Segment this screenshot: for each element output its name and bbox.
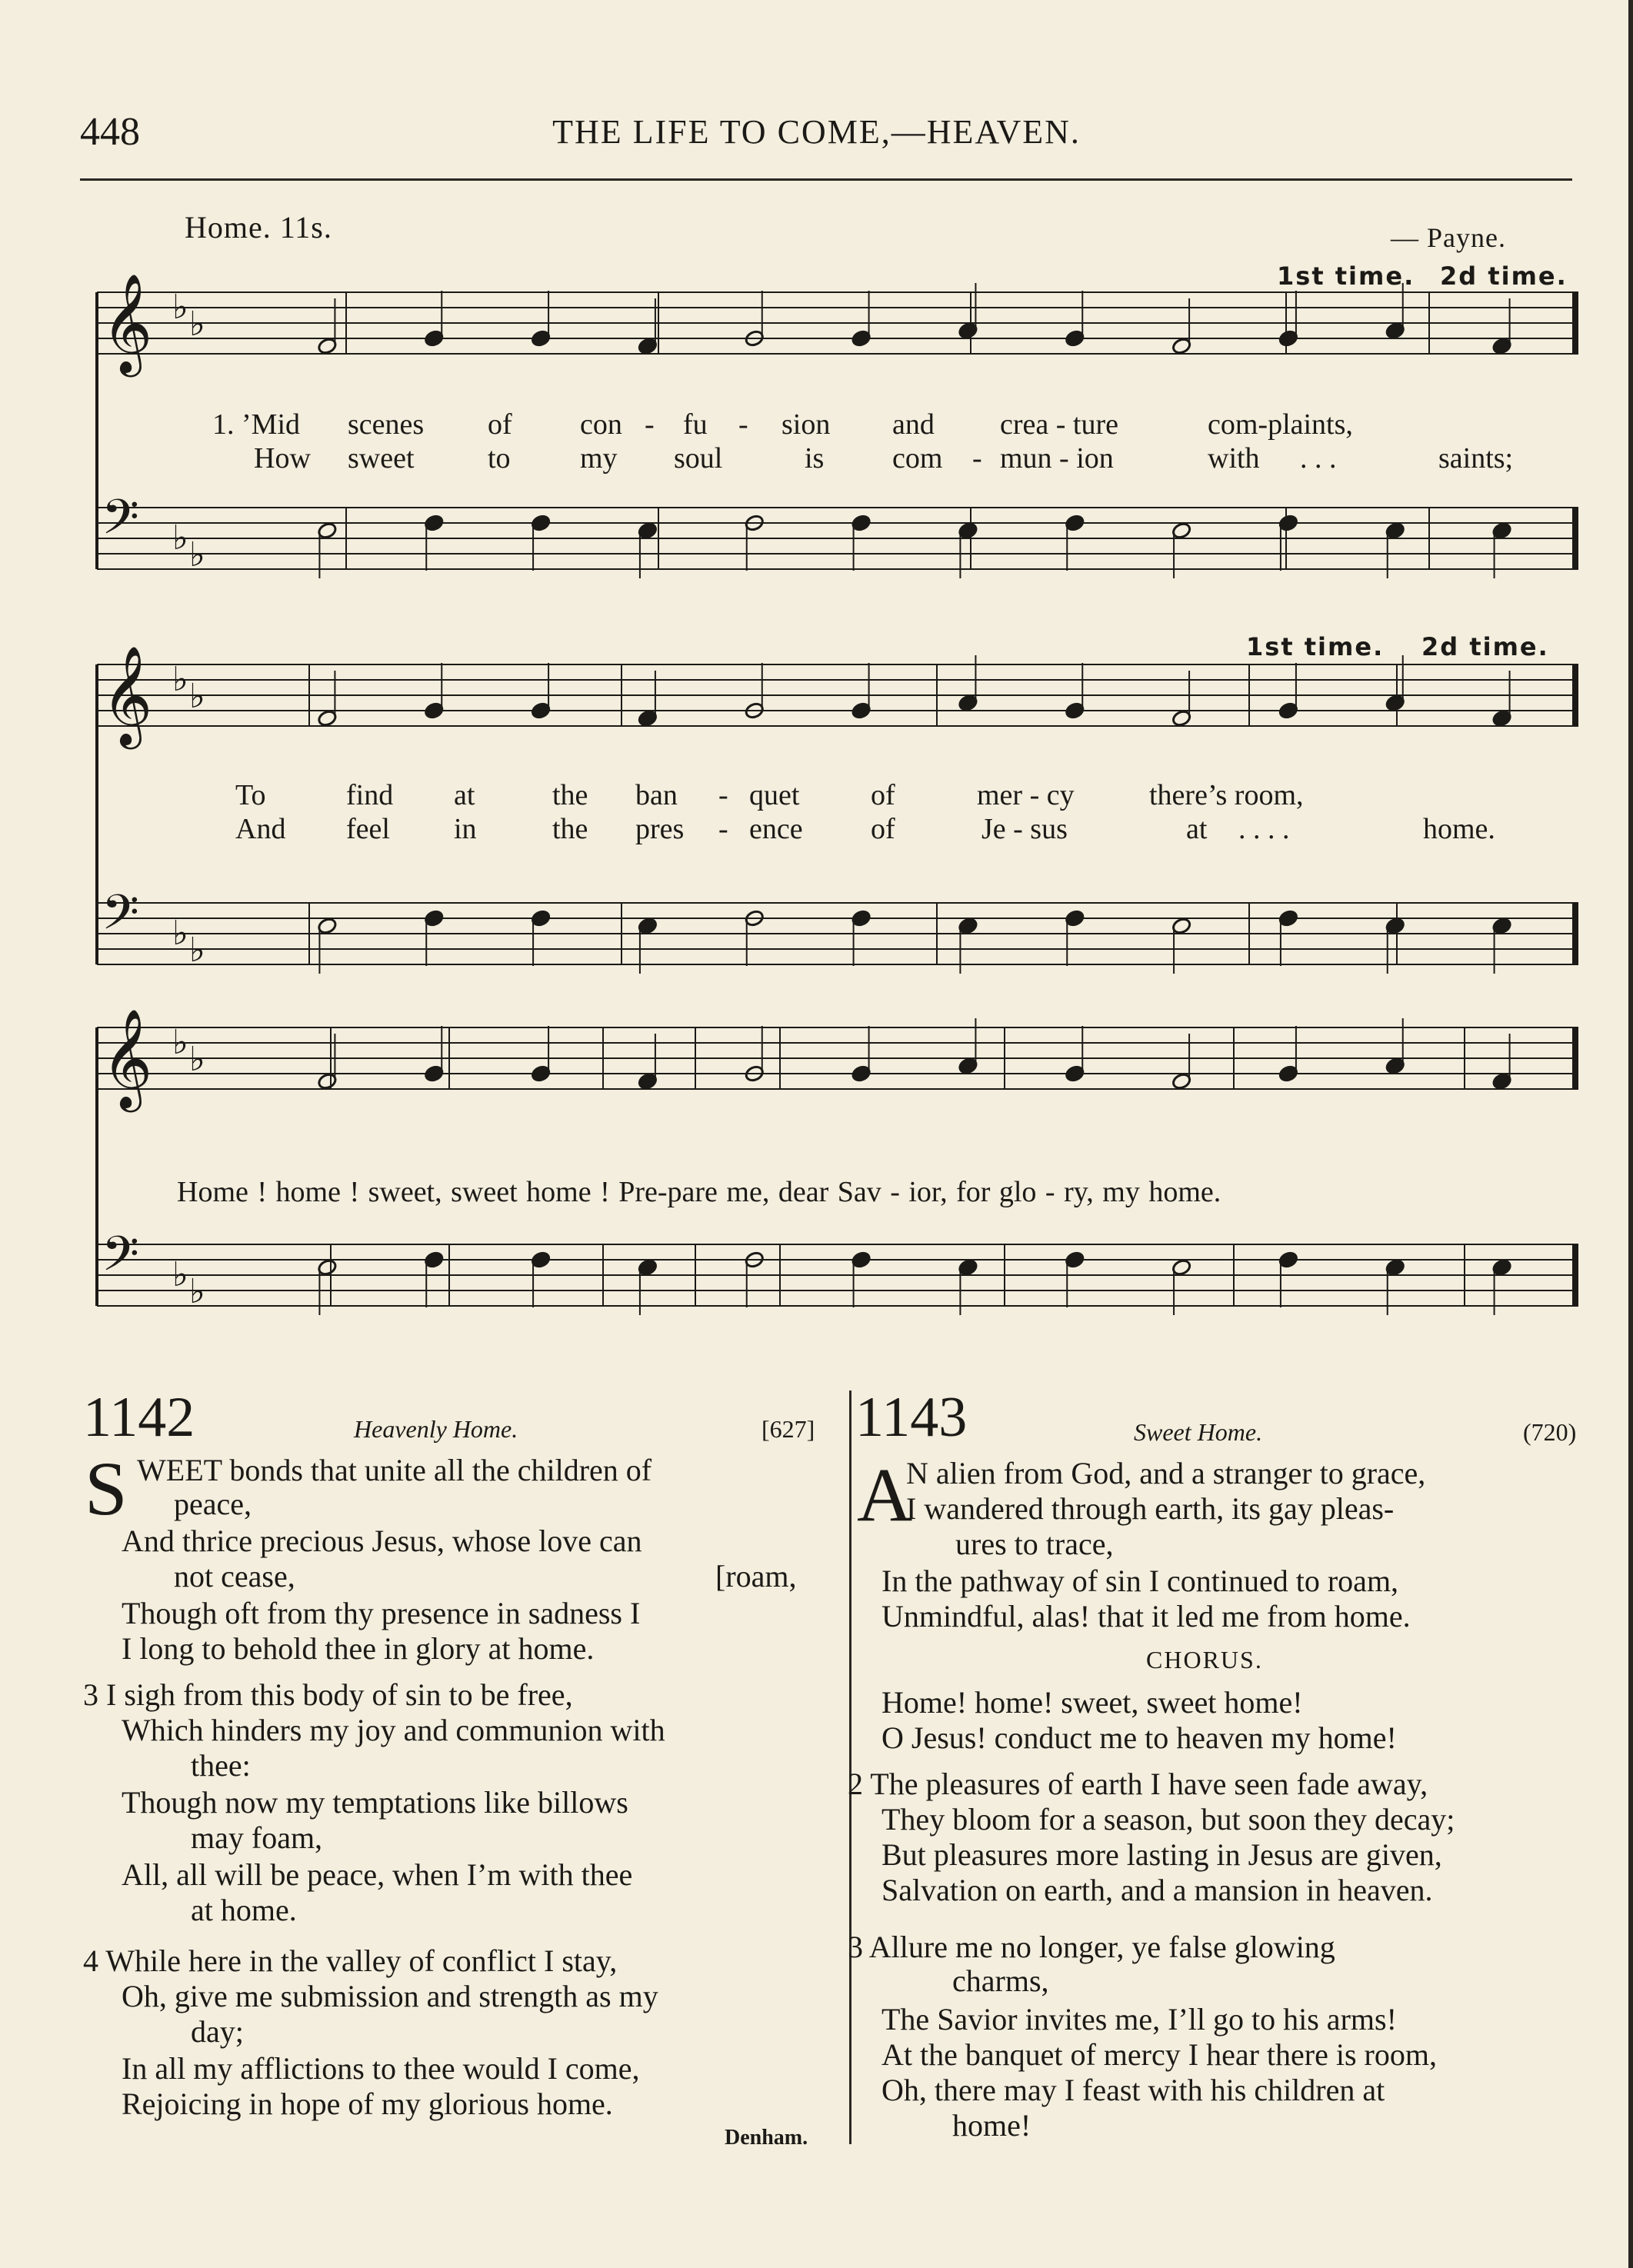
verse-line: 4 While here in the valley of conflict I stay, [83,1943,618,1978]
lyric-word: to [488,442,511,475]
verse-line: thee: [191,1748,251,1783]
verse-line: But pleasures more lasting in Jesus are given, [881,1837,1442,1872]
treble-clef-icon: 𝄞 [102,645,153,745]
lyric-word: - [738,408,748,441]
final-bar [1572,903,1578,964]
tune-name: Home. 11s. [185,210,332,245]
lyric-word: fu [683,408,708,441]
verse-line: N alien from God, and a stranger to grace, [906,1456,1426,1490]
lyric-word: mer - cy [977,779,1075,811]
flat-icon: ♭ [189,305,205,344]
verse-line: Salvation on earth, and a mansion in heaven. [881,1873,1433,1907]
running-head: THE LIFE TO COME,—HEAVEN. [552,113,1081,151]
lyric-word: mun - ion [1000,442,1114,475]
flat-icon: ♭ [172,660,188,699]
lyric-word: at [454,779,475,811]
flat-icon: ♭ [172,1023,188,1062]
verse-line: Rejoicing in hope of my glorious home. [122,2086,613,2121]
flat-icon: ♭ [189,677,205,716]
lyric-word: soul [674,442,723,475]
verse-line: Oh, give me submission and strength as my [122,1979,658,2013]
lyric-word: com [892,442,943,475]
lyric-word: ban [635,779,678,811]
flat-icon: ♭ [189,535,205,574]
bass-clef-icon: 𝄢 [102,488,139,557]
verse-line: charms, [952,1963,1049,1998]
lyric-word: ence [749,813,803,845]
verse-line: 3 I sigh from this body of sin to be free, [83,1677,573,1712]
lyric-word: Je - sus [981,813,1068,845]
verse-line: Though now my temptations like billows [122,1785,628,1820]
lyric-word: com-plaints, [1208,408,1353,441]
drop-cap: A [857,1452,913,1537]
lyric-word: with [1208,442,1260,475]
bass-clef-icon: 𝄢 [102,1225,139,1294]
flat-icon: ♭ [172,518,188,558]
verse-line: Unmindful, alas! that it led me from home. [881,1599,1411,1634]
verse-line: day; [191,2014,244,2049]
lyric-word: - [718,779,728,811]
lyric-word: con [580,408,622,441]
verse-line: [roam, [715,1559,797,1594]
flat-icon: ♭ [172,1255,188,1294]
treble-clef-icon: 𝄞 [102,273,153,373]
verse-line: Oh, there may I feast with his children at [881,2073,1385,2107]
verse-line: I long to behold thee in glory at home. [122,1631,595,1666]
hymn-author: Denham. [725,2126,808,2150]
flat-icon: ♭ [172,914,188,953]
verse-line: At the banquet of mercy I hear there is room, [881,2037,1437,2072]
lyric-word: - [645,408,655,441]
verse-line: I wandered through earth, its gay pleas- [906,1491,1395,1526]
verse-line: may foam, [191,1820,323,1855]
lyric-word: there’s room, [1149,779,1304,811]
volta-first-1: 1st time. [1277,261,1415,291]
drop-cap: S [85,1446,128,1531]
chorus-label: CHORUS. [1146,1646,1263,1674]
bass-clef-icon: 𝄢 [102,884,139,952]
verse-line: In all my afflictions to thee would I come, [122,2051,640,2086]
composer: — Payne. [1391,222,1506,253]
flat-icon: ♭ [189,1272,205,1311]
page-number: 448 [80,110,140,154]
verse-line: 2 The pleasures of earth I have seen fade away, [848,1767,1428,1801]
lyric-line: Home ! home ! sweet, sweet home ! Pre-pare me, dear Sav - ior, for glo - ry, my home. [177,1176,1221,1208]
verse-line: WEET bonds that unite all the children of [137,1453,652,1487]
treble-clef-icon: 𝄞 [102,1008,153,1108]
verse-line: at home. [191,1893,297,1927]
lyric-word: is [805,442,825,475]
final-bar [1572,292,1578,354]
verse-line: All, all will be peace, when I’m with thee [122,1857,633,1892]
lyric-word: sion [782,408,831,441]
lyric-word: sweet [348,442,415,475]
lyric-word: scenes [348,408,425,441]
flat-icon: ♭ [189,931,205,970]
hymn-reference: (720) [1523,1418,1577,1446]
lyric-word: the [552,813,588,845]
lyric-word: and [892,408,935,441]
verse-line: And thrice precious Jesus, whose love can [122,1524,642,1558]
hymn-title: Sweet Home. [1134,1418,1263,1446]
verse-line: In the pathway of sin I continued to roam, [881,1564,1399,1598]
lyric-word: of [871,779,895,811]
verse-line: Which hinders my joy and communion with [122,1713,665,1747]
verse-line: The Savior invites me, I’ll go to his arms! [881,2002,1397,2037]
lyric-word: of [871,813,895,845]
final-bar [1572,1027,1578,1089]
lyric-word: . . . [1300,442,1337,475]
hymn-title: Heavenly Home. [354,1415,518,1443]
lyric-word: pres [635,813,685,845]
hymn-number: 1143 [855,1386,968,1449]
final-bar [1572,508,1578,569]
verse-line: peace, [174,1487,252,1521]
lyric-word: To [235,779,266,811]
lyric-word: my [580,442,618,475]
verse-line: not cease, [174,1559,295,1594]
flat-icon: ♭ [189,1040,205,1079]
volta-second-2: 2d time. [1421,632,1549,661]
hymn-reference: [627] [762,1415,815,1443]
volta-second-1: 2d time. [1440,261,1568,291]
lyric-word: quet [749,779,800,811]
lyric-word: - [718,813,728,845]
verse-line: home! [952,2108,1031,2143]
verse-line: ures to trace, [955,1527,1114,1561]
verse-line: Though oft from thy presence in sadness I [122,1596,641,1630]
chorus-line: Home! home! sweet, sweet home! [881,1685,1303,1720]
lyric-word: the [552,779,588,811]
lyric-word: - [972,442,982,475]
lyric-word: How [254,442,311,475]
final-bar [1572,1244,1578,1306]
lyric-word: home. [1423,813,1495,845]
lyric-word: . . . . [1238,813,1290,845]
lyric-word: saints; [1438,442,1514,475]
flat-icon: ♭ [172,288,188,327]
lyric-word: in [454,813,477,845]
lyric-word: of [488,408,512,441]
page-edge [1628,0,1633,2268]
lyric-word: And [235,813,286,845]
lyric-word: feel [346,813,390,845]
lyric-word: 1. ’Mid [212,408,300,441]
lyric-word: crea - ture [1000,408,1118,441]
final-bar [1572,664,1578,726]
volta-first-2: 1st time. [1246,632,1385,661]
verse-line: They bloom for a season, but soon they decay; [881,1802,1455,1837]
lyric-word: find [346,779,394,811]
chorus-line: O Jesus! conduct me to heaven my home! [881,1720,1397,1755]
lyric-word: at [1186,813,1208,845]
verse-line: 3 Allure me no longer, ye false glowing [848,1930,1335,1964]
hymn-number: 1142 [83,1386,195,1449]
